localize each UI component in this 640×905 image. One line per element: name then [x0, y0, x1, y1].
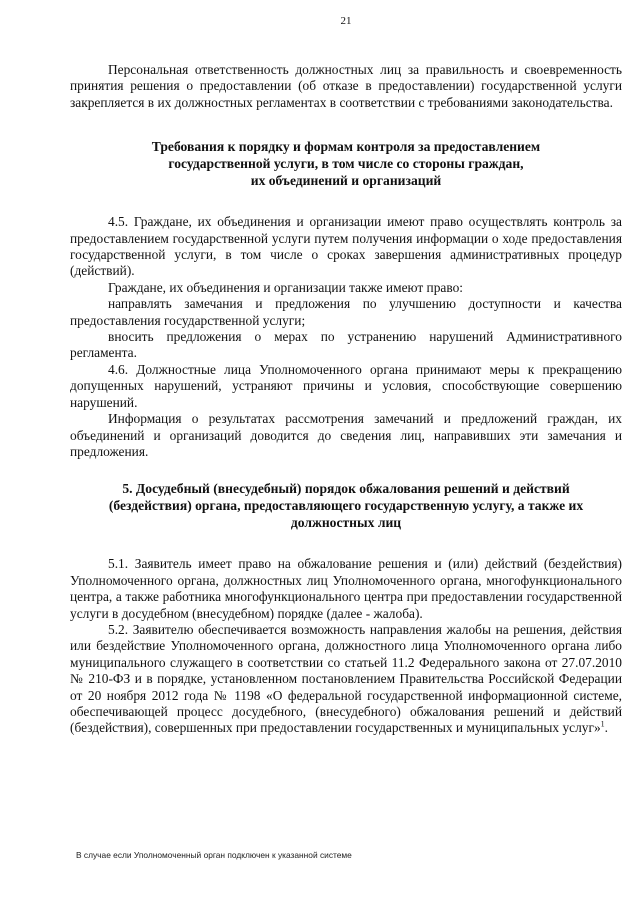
heading-line: 5. Досудебный (внесудебный) порядок обжалования решений и действий [122, 481, 570, 497]
paragraph-responsibility: Персональная ответственность должностных лиц за правильность и своевременность принятия решения о предоставлении (об отказе в предоставлении) государственной услуги закрепляется в их должностных регламентах в соответствии с требованиями законодательства. [70, 62, 622, 110]
paragraph-5-1: 5.1. Заявитель имеет право на обжалование решения и (или) действий (бездействия) Уполномоченного органа, должностных лиц Уполномоченного органа, многофункционального центра, а также работника многофункционального центра при предоставлении государственной услуги в досудебном (внесудебном) порядке (далее - жалоба). [70, 556, 622, 621]
heading-line: их объединений и организаций [250, 173, 442, 189]
page-number: 21 [340, 15, 352, 27]
paragraph-5-2-container [70, 622, 622, 737]
heading-line: должностных лиц [290, 515, 402, 531]
footnote-text: В случае если Уполномоченный орган подключен к указанной системе [76, 850, 352, 860]
section-heading-control [70, 138, 622, 189]
paragraph-rights-proposals: вносить предложения о мерах по устранению нарушений Административного регламента. [70, 329, 622, 361]
paragraph-5-2: 5.2. Заявителю обеспечивается возможность направления жалобы на решения, действия или бездействие Уполномоченного органа, должностного лица Уполномоченного органа либо муниципального служащего в соответствии со статьей 11.2 Федерального закона от 27.07.2010 № 210-ФЗ и в порядке, установленном постановлением Правительства Российской Федерации от 20 ноября 2012 года № 1198 «О федеральной государственной информационной системе, обеспечивающей процесс досудебного, (внесудебного) обжалования решений и действий (бездействия), совершенных при предоставлении государственных и муниципальных услуг» [70, 621, 622, 736]
paragraph-rights-intro: Граждане, их объединения и организации также имеют право: [108, 279, 463, 295]
paragraph-results-info: Информация о результатах рассмотрения замечаний и предложений граждан, их объединений и организаций доводится до сведения лиц, направивших эти замечания и предложения. [70, 411, 622, 459]
paragraph-rights-remarks: направлять замечания и предложения по улучшению доступности и качества предоставления государственной услуги; [70, 296, 622, 328]
section-heading-appeal [70, 480, 622, 531]
heading-line: государственной услуги, в том числе со стороны граждан, [168, 156, 524, 172]
paragraph-4-5: 4.5. Граждане, их объединения и организации имеют право осуществлять контроль за предоставлением государственной услуги путем получения информации о ходе предоставления государственной услуги, в том числе о сроках завершения административных процедур (действий). [70, 214, 622, 279]
footnote-reference-tail: . [604, 720, 609, 736]
paragraph-4-6: 4.6. Должностные лица Уполномоченного органа принимают меры к прекращению допущенных нарушений, устраняют причины и условия, способствующие совершению нарушений. [70, 361, 622, 410]
heading-line: (бездействия) органа, предоставляющего государственную услугу, а также их [108, 498, 584, 514]
footnote-reference: 1 [600, 719, 605, 729]
heading-line: Требования к порядку и формам контроля за предоставлением [151, 139, 541, 155]
